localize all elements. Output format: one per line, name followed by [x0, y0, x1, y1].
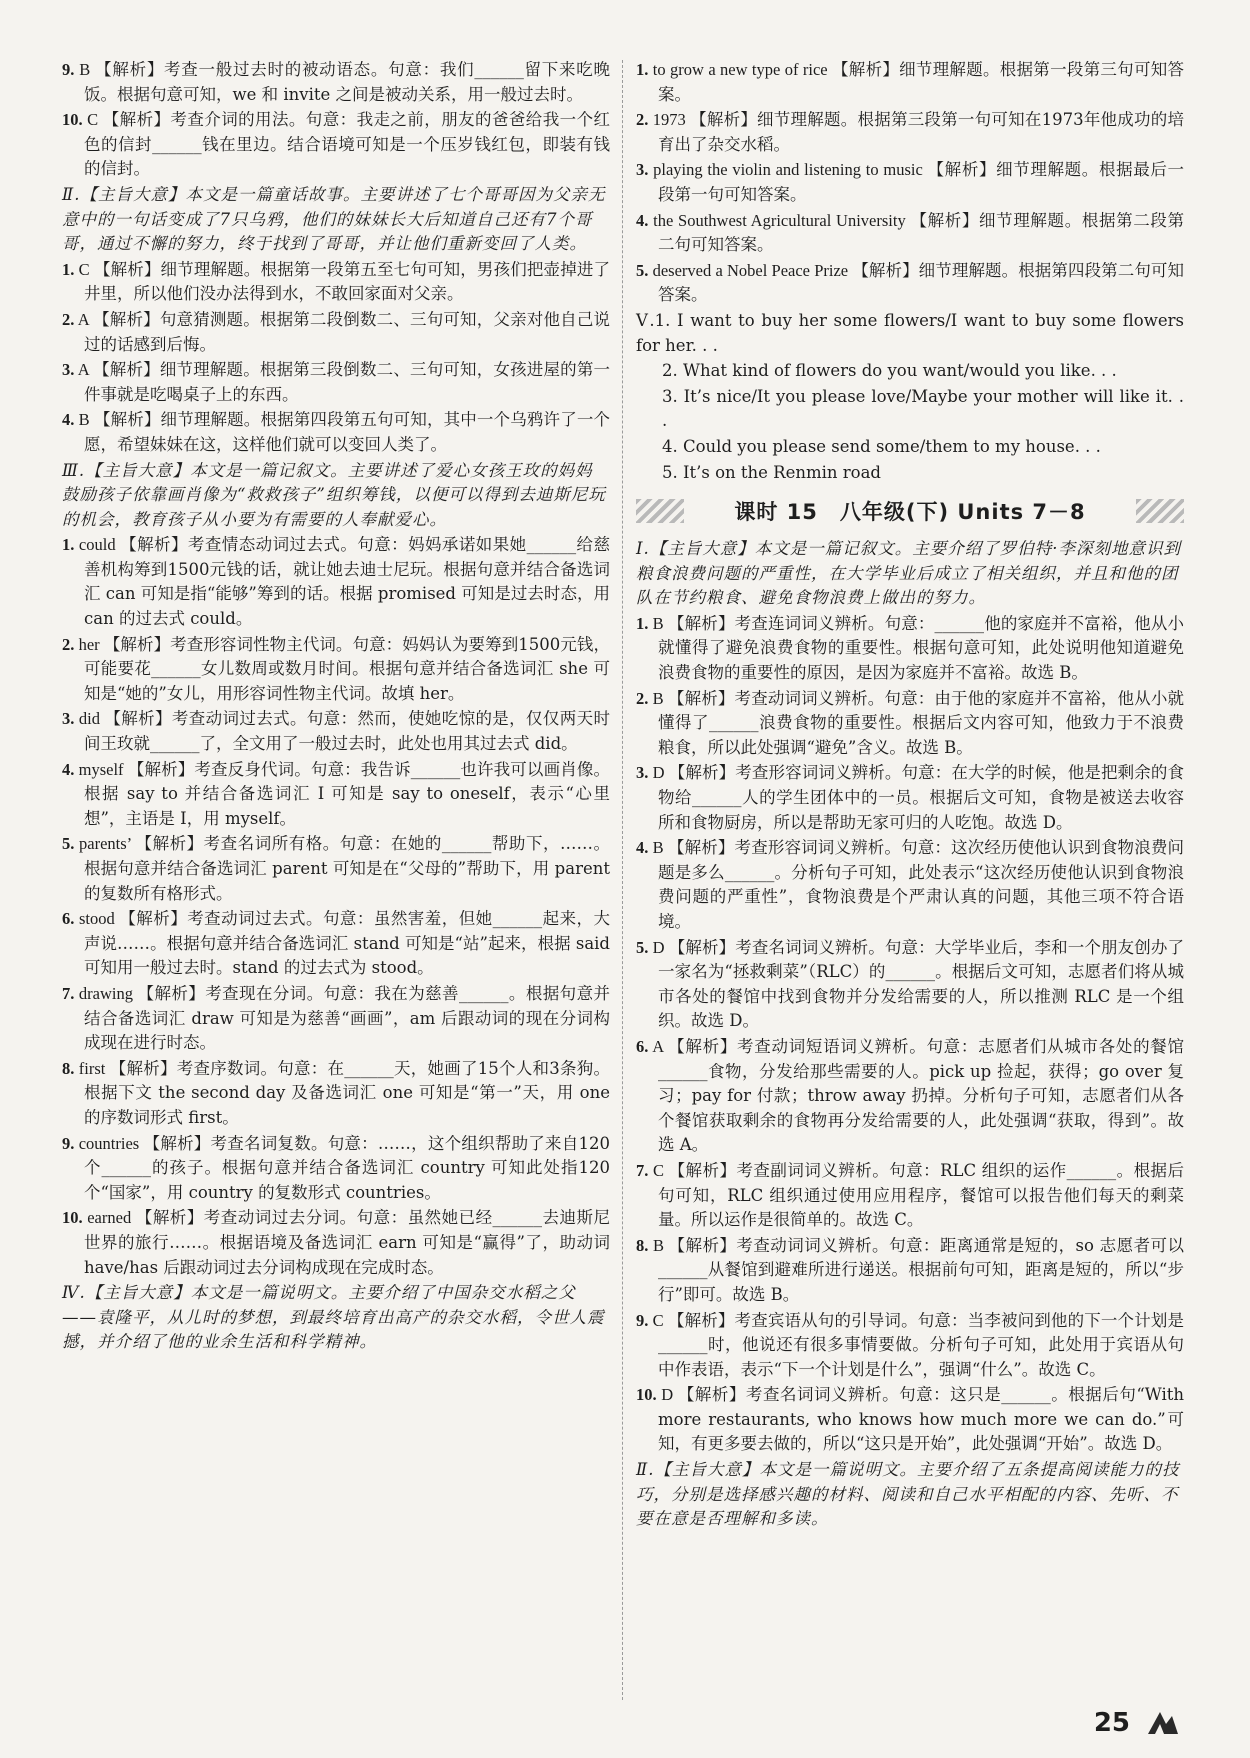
answer-item — [62, 408, 610, 457]
answer-value: playing the violin and listening to music — [648, 160, 928, 180]
answer-value: D — [648, 763, 669, 783]
answer-item — [62, 108, 610, 182]
question-number: 7. — [62, 983, 75, 1003]
explanation-text: 【解析】考查名词所有格。句意：在她的______帮助下，……。根据句意并结合备选词汇 parent 可知是在“父母的”帮助下，用 parent 的复数所有格形式。 — [84, 834, 610, 903]
passage-summary: Ⅱ.【主旨大意】本文是一篇说明文。主要介绍了五条提高阅读能力的技巧，分别是选择感兴趣的材料、阅读和自己水平相配的内容、先听、不要在意是否理解和多读。 — [636, 1460, 1180, 1529]
answer-item — [62, 982, 610, 1056]
explanation-text: 【解析】考查现在分词。句意：我在为慈善______。根据句意并结合备选词汇 draw 可知是为慈善“画画”，am 后跟动词的现在分词构成现在进行时态。 — [84, 983, 610, 1053]
explanation-text: 【解析】考查动词过去分词。句意：虽然她已经______去迪斯尼世界的旅行……。根据语境及备选词汇 earn 可知是“赢得”了，助动词 have/has 后跟动词过去分词构成现在完成时态。 — [84, 1208, 611, 1277]
question-number: 10. — [636, 1385, 657, 1405]
answer-value: countries — [74, 1133, 144, 1153]
answer-item — [636, 612, 1184, 686]
answer-item — [636, 836, 1184, 934]
explanation-text: 【解析】考查名词词义辨析。句意：大学毕业后，李和一个朋友创办了一家名为“拯救剩菜”（RLC）的______。根据后文可知，志愿者们将从城市各处的餐馆中找到食物并分发给需要的人，所以推测 RLC 是一个组织。故选 D。 — [658, 937, 1185, 1031]
answer-item — [62, 707, 610, 756]
explanation-text: 【解析】考查反身代词。句意：我告诉______也许我可以画肖像。根据 say to 并结合备选词汇 I 可知是 say to oneself，表示“心里想”，主语是 I，用 myself。 — [84, 759, 610, 828]
passage-summary: Ⅲ.【主旨大意】本文是一篇记叙文。主要讲述了爱心女孩王玫的妈妈鼓励孩子依靠画肖像为“救救孩子”组织筹钱，以便可以得到去迪斯尼玩的机会，教育孩子从小要为有需要的人奉献爱心。 — [62, 460, 606, 529]
right-column — [636, 58, 1184, 1533]
answer-item — [636, 259, 1184, 308]
question-number: 2. — [62, 309, 75, 329]
explanation-text: 【解析】考查情态动词过去式。句意：妈妈承诺如果她______给慈善机构筹到1500元钱的话，就让她去迪士尼玩。根据句意并结合备选词汇 can 可知是指“能够”筹到的话。根据 promised 可知是过去时态，用 can 的过去式 could。 — [84, 535, 610, 629]
explanation-text: 【解析】考查名词词义辨析。句意：这只是______。根据后句“With more restaurants, who knows how much more we can do.”可知，有更多要去做的，所以“这只是开始”，此处强调“开始”。故选 D。 — [658, 1385, 1185, 1454]
explanation-text: 【解析】句意猜测题。根据第二段倒数二、三句可知，父亲对他自己说过的话感到后悔。 — [84, 309, 610, 354]
answer-value: deserved a Nobel Peace Prize — [648, 260, 853, 280]
column-divider — [622, 60, 623, 1700]
section-v-item — [636, 309, 1184, 358]
explanation-text: 【解析】考查动词词义辨析。句意：由于他的家庭并不富裕，他从小就懂得了______浪费食物的重要性。根据后文内容可知，他致力于不浪费粮食，所以此处强调“避免”含义。故选 B。 — [658, 688, 1184, 757]
passage-summary: Ⅰ.【主旨大意】本文是一篇记叙文。主要介绍了罗伯特·李深刻地意识到粮食浪费问题的严重性，在大学毕业后成立了相关组织，并且和他的团队在节约粮食、避免食物浪费上做出的努力。 — [636, 539, 1182, 608]
right-top-answers — [636, 58, 1184, 308]
question-number: 3. — [62, 709, 75, 729]
explanation-text: 【解析】考查名词复数。句意：……，这个组织帮助了来自120个______的孩子。根据句意并结合备选词汇 country 可知此处指120个“国家”，用 country 的复数形式 countries。 — [84, 1133, 611, 1202]
explanation-text: 【解析】考查介词的用法。句意：我走之前，朋友的爸爸给我一个红色的信封______钱在里边。结合语境可知是一个压岁钱红包，即装有钱的信封。 — [84, 110, 610, 179]
answer-item — [636, 58, 1184, 107]
question-number: 6. — [636, 1036, 649, 1056]
answer-item — [636, 1383, 1184, 1457]
section-v-item — [636, 385, 1184, 434]
answer-value: B — [648, 1235, 669, 1255]
section-v-label: Ⅴ. — [636, 310, 655, 330]
answer-item — [636, 687, 1184, 761]
question-number: 10. — [62, 1208, 83, 1228]
answer-item — [62, 758, 610, 832]
explanation-text: 【解析】细节理解题。根据第四段第五句可知，其中一个乌鸦许了一个愿，希望妹妹在这，这样他们就可以变回人类了。 — [84, 410, 610, 454]
question-number: 6. — [62, 909, 75, 929]
answer-value: C — [82, 110, 103, 130]
answer-value: D — [656, 1385, 678, 1405]
question-number: 9. — [62, 60, 75, 79]
answer-item — [62, 907, 610, 981]
question-number: 4. — [62, 410, 75, 430]
explanation-text: 【解析】考查宾语从句的引导词。句意：当李被问到他的下一个计划是______时，他说还有很多事情要做。分析句子可知，此处用于宾语从句中作表语，表示“下一个计划是什么”，强调“什么”。故选 C。 — [658, 1310, 1184, 1379]
answer-item — [636, 1234, 1184, 1308]
answer-item — [62, 1132, 610, 1206]
answer-value: did — [74, 709, 105, 729]
answer-value: B — [648, 688, 668, 708]
answer-value: D — [648, 937, 669, 957]
question-number: 7. — [636, 1160, 649, 1180]
answer-value: B — [74, 410, 94, 430]
passage-summary: Ⅳ.【主旨大意】本文是一篇说明文。主要介绍了中国杂交水稻之父——袁隆平，从儿时的梦想，到最终培育出高产的杂交水稻，令世人震撼，并介绍了他的业余生活和科学精神。 — [62, 1283, 605, 1352]
explanation-text: 【解析】考查形容词词义辨析。句意：在大学的时候，他是把剩余的食物给______人的学生团体中的一员。根据后文可知，食物是被送去收容所和食物厨房，所以是帮助无家可归的人吃饱。故选 D。 — [658, 763, 1185, 832]
explanation-text: 【解析】考查副词词义辨析。句意：RLC 组织的运作______。根据后句可知，RLC 组织通过使用应用程序，餐馆可以报告他们每天的剩菜量。所以运作是很简单的。故选 C。 — [658, 1160, 1185, 1230]
question-number: 9. — [62, 1133, 75, 1153]
answer-item — [62, 533, 610, 631]
answer-value: B — [74, 60, 96, 79]
question-number: 4. — [636, 210, 649, 230]
passage-summary: Ⅱ.【主旨大意】本文是一篇童话故事。主要讲述了七个哥哥因为父亲无意中的一句话变成了7只乌鸦，他们的妹妹长大后知道自己还有7个哥哥，通过不懈的努力，终于找到了哥哥，并让他们重新变回了人类。 — [62, 184, 606, 254]
answer-value: B — [648, 838, 668, 858]
section-v-item — [636, 461, 1184, 486]
explanation-text: 【解析】细节理解题。根据第二段第二句可知答案。 — [658, 210, 1185, 255]
section-v-text: 1. I want to buy her some flowers/I want to buy some flowers for her. . . — [636, 310, 1184, 355]
answer-item — [636, 1159, 1184, 1233]
answer-item — [636, 761, 1184, 835]
answer-item — [636, 158, 1184, 207]
answer-item — [62, 1206, 610, 1280]
section-v-text: 3. It’s nice/It you please love/Maybe your mother will like it. . . — [662, 386, 1184, 431]
question-number: 1. — [62, 259, 75, 279]
answer-value: A — [648, 1036, 669, 1056]
explanation-text: 【解析】细节理解题。根据第三段第一句可知在1973年他成功的培育出了杂交水稻。 — [658, 110, 1185, 154]
answer-item — [636, 209, 1184, 258]
stripe-decoration — [636, 499, 684, 523]
section-v-item — [636, 435, 1184, 460]
question-number: 5. — [636, 260, 649, 280]
question-number: 2. — [62, 634, 75, 654]
question-number: 9. — [636, 1310, 649, 1330]
answer-item — [636, 1035, 1184, 1158]
answer-value: C — [74, 259, 94, 279]
answer-item — [62, 58, 610, 107]
answer-value: could — [74, 535, 121, 555]
explanation-text: 【解析】考查一般过去时的被动语态。句意：我们______留下来吃晚饭。根据句意可知，we 和 invite 之间是被动关系，用一般过去时。 — [84, 60, 610, 104]
explanation-text: 【解析】细节理解题。根据第三段倒数二、三句可知，女孩进屋的第一件事就是吃喝桌子上的东西。 — [84, 360, 610, 404]
explanation-text: 【解析】细节理解题。根据最后一段第一句可知答案。 — [658, 160, 1184, 204]
answer-item — [62, 832, 610, 906]
section-v-text: 2. What kind of flowers do you want/would you like. . . — [662, 361, 1117, 381]
question-number: 2. — [636, 688, 649, 708]
answer-value: first — [74, 1058, 110, 1078]
section-v-text: 5. It’s on the Renmin road — [662, 462, 881, 482]
explanation-text: 【解析】考查形容词性物主代词。句意：妈妈认为要筹到1500元钱，可能要花______女儿数周或数月时间。根据句意并结合备选词汇 she 可知是“她的”女儿，用形容词性物主代词。故填 her。 — [84, 634, 610, 703]
answer-item — [62, 633, 610, 707]
answer-item — [62, 308, 610, 357]
question-number: 8. — [636, 1235, 649, 1255]
explanation-text: 【解析】考查动词过去式。句意：然而，使她吃惊的是，仅仅两天时间王玫就______了，全文用了一般过去时，此处也用其过去式 did。 — [84, 709, 610, 754]
page-number: 25 — [1093, 1708, 1130, 1738]
question-number: 1. — [636, 60, 649, 79]
section-v-text: 4. Could you please send some/them to my house. . . — [662, 436, 1101, 456]
explanation-text: 【解析】考查连词词义辨析。句意：______他的家庭并不富裕，他从小就懂得了避免浪费食物的重要性。根据句意可知，此处说明他知道避免浪费食物的重要性的原因，是因为家庭并不富裕。故选 B。 — [658, 613, 1185, 683]
question-number: 1. — [62, 535, 75, 555]
answer-item — [636, 936, 1184, 1034]
question-number: 8. — [62, 1058, 75, 1078]
lesson-title: 课时 15 八年级(下) Units 7－8 — [728, 496, 1091, 526]
answer-value: the Southwest Agricultural University — [648, 210, 911, 230]
answer-value: drawing — [74, 983, 138, 1003]
answer-value: 1973 — [648, 110, 691, 130]
answer-value: A — [74, 309, 94, 329]
explanation-text: 【解析】考查动词短语词义辨析。句意：志愿者们从城市各处的餐馆______食物，分发给那些需要的人。pick up 捡起，获得；go over 复习；pay for 付款；throw away 扔掉。分析句子可知，志愿者们从各个餐馆获取剩余的食物再分发给需要的人，此处强调“获取，得到”。故选 A。 — [658, 1036, 1185, 1155]
lesson-header — [636, 491, 1184, 531]
question-number: 10. — [62, 110, 83, 130]
answer-value: B — [648, 613, 668, 633]
explanation-text: 【解析】考查动词过去式。句意：虽然害羞，但她______起来，大声说……。根据句意并结合备选词汇 stand 可知是“站”起来，根据 said 可知用一般过去时。stand 的过去式为 stood。 — [84, 909, 611, 978]
answer-value: her — [74, 634, 104, 654]
answer-value: C — [648, 1310, 668, 1330]
answer-value: C — [648, 1160, 669, 1180]
question-number: 3. — [636, 160, 649, 180]
answer-item — [636, 108, 1184, 157]
explanation-text: 【解析】细节理解题。根据第四段第二句可知答案。 — [658, 260, 1185, 305]
question-number: 1. — [636, 613, 649, 633]
explanation-text: 【解析】考查形容词词义辨析。句意：这次经历使他认识到食物浪费问题是多么______。分析句子可知，此处表示“这次经历使他认识到食物浪费问题的严重性”，食物浪费是个严肃认真的问题，其他三项不符合语境。 — [658, 838, 1184, 931]
question-number: 3. — [636, 763, 649, 783]
question-number: 4. — [636, 838, 649, 858]
answer-value: earned — [82, 1208, 136, 1228]
question-number: 5. — [62, 834, 75, 854]
left-column — [62, 58, 610, 1356]
answer-item — [62, 258, 610, 307]
answer-value: A — [74, 360, 94, 380]
stripe-decoration — [1136, 499, 1184, 523]
answer-item — [62, 1057, 610, 1131]
answer-value: to grow a new type of rice — [648, 60, 833, 79]
section-v — [636, 309, 1184, 485]
explanation-text: 【解析】细节理解题。根据第一段第五至七句可知，男孩们把壶掉进了井里，所以他们没办法得到水，不敢回家面对父亲。 — [84, 259, 610, 304]
answer-value: parents’ — [74, 834, 136, 854]
answer-item — [636, 1309, 1184, 1383]
right-bottom-answers — [636, 537, 1184, 1532]
question-number: 5. — [636, 937, 649, 957]
section-v-item — [636, 359, 1184, 384]
question-number: 3. — [62, 360, 75, 380]
question-number: 2. — [636, 110, 649, 130]
answer-value: stood — [74, 909, 120, 929]
explanation-text: 【解析】考查序数词。句意：在______天，她画了15个人和3条狗。根据下文 the second day 及备选词汇 one 可知是“第一”天，用 one 的序数词形式 first。 — [84, 1058, 610, 1127]
explanation-text: 【解析】考查动词词义辨析。句意：距离通常是短的，so 志愿者可以______从餐馆到避难所进行递送。根据前句可知，距离是短的，所以“步行”即可。故选 B。 — [658, 1235, 1184, 1304]
explanation-text: 【解析】细节理解题。根据第一段第三句可知答案。 — [658, 60, 1185, 104]
question-number: 4. — [62, 759, 75, 779]
answer-item — [62, 358, 610, 407]
answer-value: myself — [74, 759, 128, 779]
logo-icon — [1146, 1710, 1180, 1736]
